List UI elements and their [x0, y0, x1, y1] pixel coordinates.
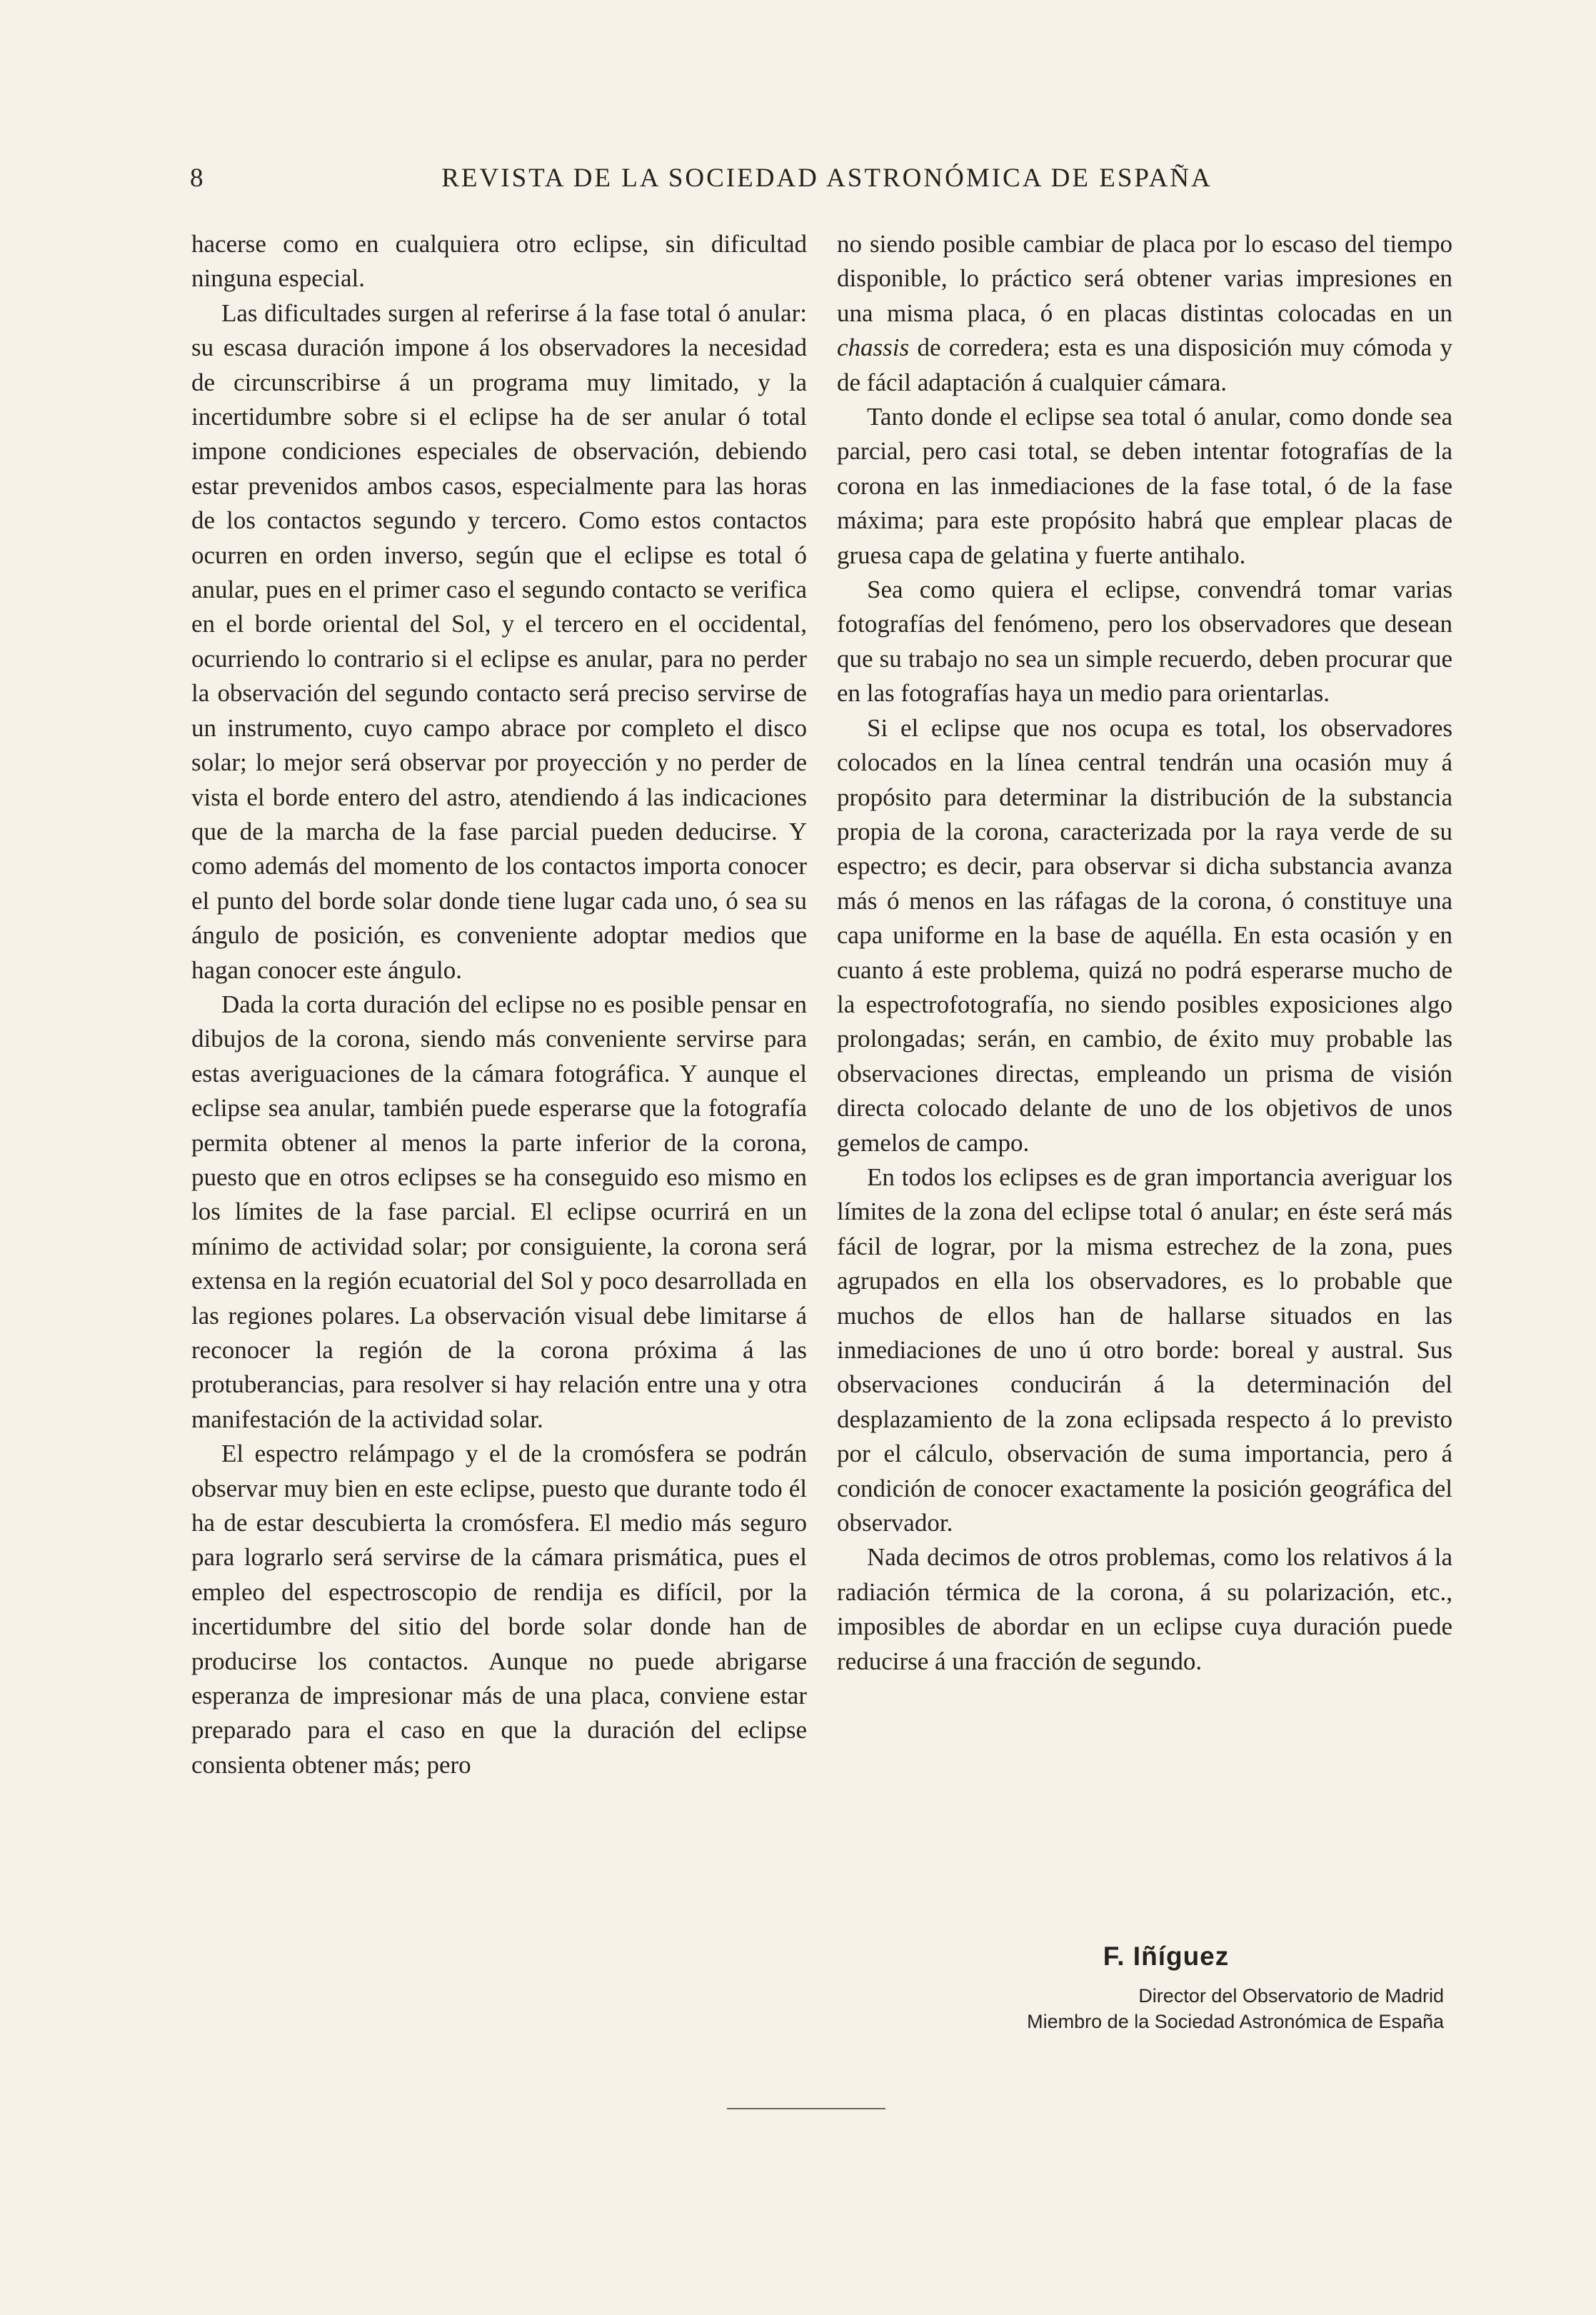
right-column	[837, 227, 1452, 1679]
paragraph: En todos los eclipses es de gran importancia averiguar los límites de la zona del eclipse total ó anular; en éste será más fácil de lograr, por la misma estrechez de la zona, pues agrupados en ella los observadores, es lo probable que muchos de ellos han de hallarse situados en las inmediaciones de uno ú otro borde: boreal y austral. Sus observaciones conducirán á la determinación del desplazamiento de la zona eclipsada respecto á lo previsto por el cálculo, observación de suma importancia, pero á condición de conocer exactamente la posición geográfica del observador.	[837, 1162, 1452, 1537]
page-number: 8	[190, 164, 204, 193]
paragraph: El espectro relámpago y el de la cromósfera se podrán observar muy bien en este eclipse, puesto que durante todo él ha de estar descubierta la cromósfera. El medio más seguro para lograrlo será servirse de la cámara prismática, pues el empleo del espectroscopio de rendija es difícil, por la incertidumbre del sitio del borde solar donde han de producirse los contactos. Aunque no puede abrigarse esperanza de impresionar más de una placa, conviene estar preparado para el caso en que la duración del eclipse consienta obtener más; pero	[191, 1440, 807, 1779]
paragraph: Si el eclipse que nos ocupa es total, los observadores colocados en la línea central tendrán una ocasión muy á propósito para determinar la distribución de la substancia propia de la corona, caracterizada por la raya verde de su espectro; es decir, para observar si dicha substancia avanza más ó menos en las ráfagas de la corona, ó constituye una capa uniforme en la base de aquélla. En esta ocasión y en cuanto á este problema, quizá no podrá esperarse mucho de la espectrofotografía, no siendo posibles exposiciones algo prolongadas; serán, en cambio, de éxito muy probable las observaciones directas, empleando un prisma de visión directa colocado delante de uno de los objetivos de unos gemelos de campo.	[837, 713, 1452, 1157]
author-role-line: Director del Observatorio de Madrid	[1138, 1985, 1444, 2007]
text-run: no siendo posible cambiar de placa por lo escaso del tiempo disponible, lo práctico será obtener varias impresiones en una misma placa, ó en placas distintas colocadas en un	[837, 230, 1452, 327]
running-title: REVISTA DE LA SOCIEDAD ASTRONÓMICA DE ESPAÑA	[441, 164, 1213, 193]
author-name: F. Iñíguez	[1103, 1942, 1230, 1971]
italic-term: chassis	[837, 333, 910, 362]
text-run: de corredera; esta es una disposición muy cómoda y de fácil adaptación á cualquier cámara.	[837, 333, 1452, 396]
paragraph: hacerse como en cualquiera otro eclipse, sin dificultad ninguna especial.	[191, 230, 807, 293]
paragraph: Las dificultades surgen al referirse á la fase total ó anular: su escasa duración impone á los observadores la necesidad de circunscribirse á un programa muy limitado, y la incertidumbre sobre si el eclipse ha de ser anular ó total impone condiciones especiales de observación, debiendo estar prevenidos ambos casos, especialmente para las horas de los contactos segundo y tercero. Como estos contactos ocurren en orden inverso, según que el eclipse es total ó anular, pues en el primer caso el segundo contacto se verifica en el borde oriental del Sol, y el tercero en el occidental, ocurriendo lo contrario si el eclipse es anular, para no perder la observación del segundo contacto será preciso servirse de un instrumento, cuyo campo abrace por completo el disco solar; lo mejor será observar por proyección y no perder de vista el borde entero del astro, atendiendo á las indicaciones que de la marcha de la fase parcial pueden deducirse. Y como además del momento de los contactos importa conocer el punto del borde solar donde tiene lugar cada uno, ó sea su ángulo de posición, es conveniente adoptar medios que hagan conocer este ángulo.	[191, 298, 807, 984]
author-signature	[837, 1942, 1452, 2034]
paragraph	[837, 227, 1452, 400]
page-header	[190, 163, 1435, 206]
paragraph: Sea como quiera el eclipse, convendrá tomar varias fotografías del fenómeno, pero los observadores que desean que su trabajo no sea un simple recuerdo, deben procurar que en las fotografías haya un medio para orientarlas.	[837, 576, 1452, 708]
paragraph: Dada la corta duración del eclipse no es posible pensar en dibujos de la corona, siendo más conveniente servirse para estas averiguaciones de la cámara fotográfica. Y aunque el eclipse sea anular, también puede esperarse que la fotografía permita obtener al menos la parte inferior de la corona, puesto que en otros eclipses se ha conseguido eso mismo en los límites de la fase parcial. El eclipse ocurrirá en un mínimo de actividad solar; por consiguiente, la corona será extensa en la región ecuatorial del Sol y poco desarrollada en las regiones polares. La observación visual debe limitarse á reconocer la región de la corona próxima á las protuberancias, para resolver si hay relación entre una y otra manifestación de la actividad solar.	[191, 990, 807, 1433]
paragraph: Nada decimos de otros problemas, como los relativos á la radiación térmica de la corona, á su polarización, etc., imposibles de abordar en un eclipse cuya duración puede reducirse á una fracción de segundo.	[837, 1543, 1452, 1675]
end-divider	[727, 2108, 885, 2109]
paragraph: Tanto donde el eclipse sea total ó anular, como donde sea parcial, pero casi total, se deben intentar fotografías de la corona en las inmediaciones de la fase total, ó de la fase máxima; para este propósito habrá que emplear placas de gruesa capa de gelatina y fuerte antihalo.	[837, 403, 1452, 569]
left-column	[191, 227, 807, 1782]
author-role-line: Miembro de la Sociedad Astronómica de España	[1027, 2011, 1444, 2032]
